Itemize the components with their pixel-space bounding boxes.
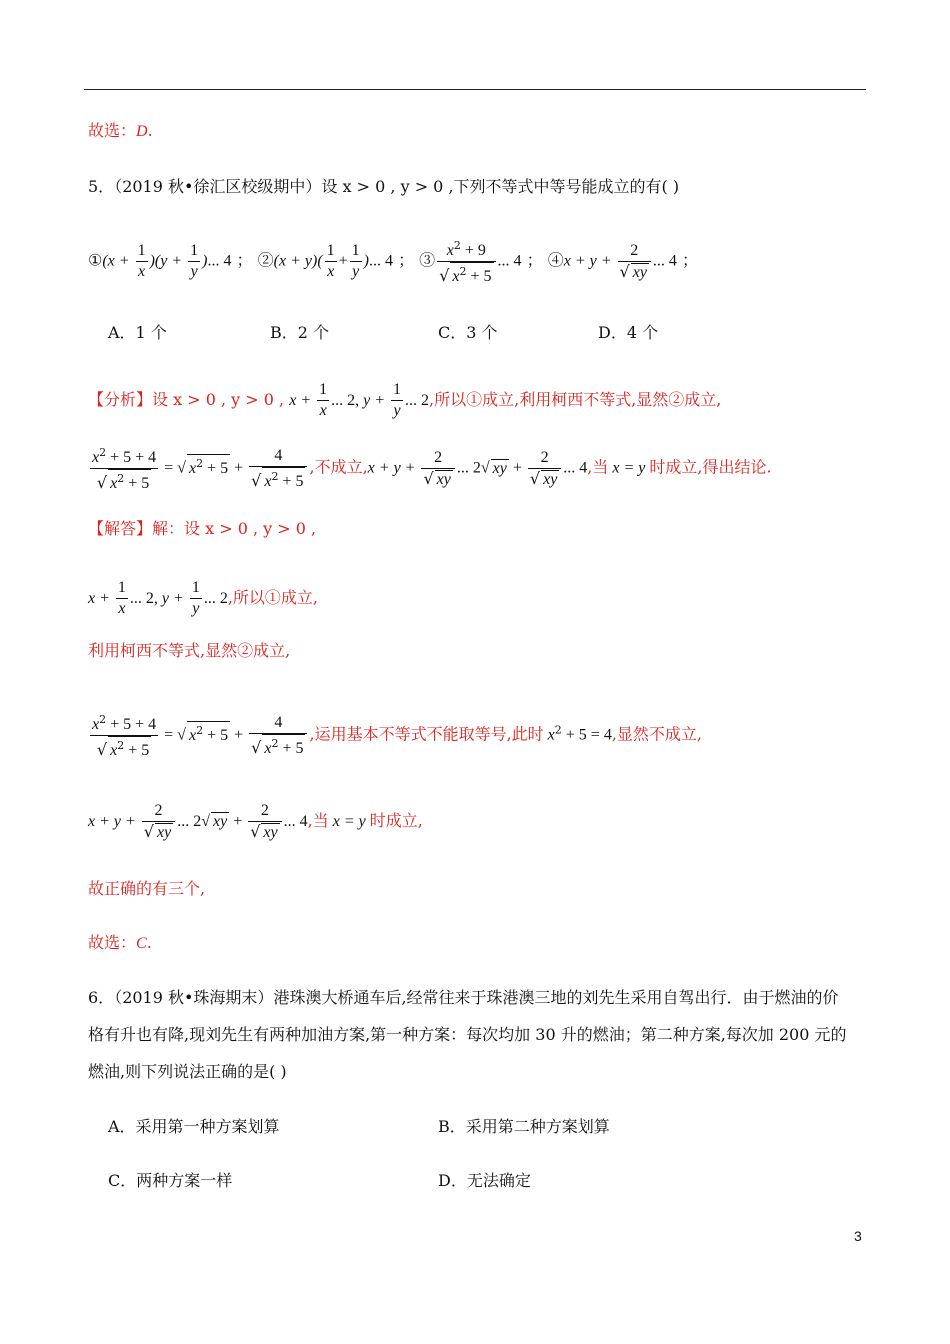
analysis-line1: 【分析】设 x > 0 , y > 0 , x + $\frac{1}{x}$ ... 2, y + $\frac{1}{y}$ ... 2,所以①成立,利用柯西不等式,显然②成立, xyxy=(88,381,722,419)
q6-option-d: D．无法确定 xyxy=(438,1171,531,1190)
q5-option-d: D．4 个 xyxy=(598,323,659,342)
q5-option-c: C．3 个 xyxy=(438,323,498,342)
q6-stem-line1: 6．（2019 秋•珠海期末）港珠澳大桥通车后,经常往来于珠港澳三地的刘先生采用自驾出行．由于燃油的价 xyxy=(88,988,839,1007)
solution-line4: x + y + $\frac{2}{√ xy}$ ... 2√ xy + $\frac{2}{√ xy}$ ... 4,当 x = y 时成立, xyxy=(88,802,423,841)
solution-line5: 故正确的有三个, xyxy=(88,879,206,898)
prev-answer: 故选：D. xyxy=(88,121,153,140)
solution-answer: 故选：C. xyxy=(88,933,152,952)
q5-option-a: A．1 个 xyxy=(108,323,167,342)
q5-stem: 5．（2019 秋•徐汇区校级期中）设 x > 0 , y > 0 ,下列不等式中等号能成立的有( ) xyxy=(88,177,680,196)
q6-option-b: B．采用第二种方案划算 xyxy=(438,1117,610,1136)
q6-option-c: C．两种方案一样 xyxy=(108,1171,233,1190)
q5-items: ①(x + $\frac{1}{x}$ )(y + $\frac{1}{y}$ )... 4 ； ②(x + y)( $\frac{1}{x}$ + $\frac{1}{y}$ )... 4 ； ③ $\frac{x^2 + 9}{√ x^2 + 5}$ ... 4 ； ④x + y + $\frac{2}{√ xy}$ ... 4 ； xyxy=(88,236,698,286)
solution-line3: $\frac{x^2 + 5 + 4}{√ x^2 + 5}$ = √ $x^2 + 5$ + $\frac{4}{√ x^2 + 5}$ ,运用基本不等式不能取等号,此时 $x^2 + 5 = 4$,显然不成立, xyxy=(88,710,702,760)
solution-intro: 【解答】解：设 x > 0 , y > 0 , xyxy=(88,519,317,538)
page-number: 3 xyxy=(854,1228,862,1244)
q6-stem-line2: 格有升也有降,现刘先生有两种加油方案,第一种方案：每次均加 30 升的燃油；第二种方案,每次加 200 元的 xyxy=(88,1025,847,1044)
q6-option-a: A．采用第一种方案划算 xyxy=(108,1117,280,1136)
analysis-line2: $\frac{x^2 + 5 + 4}{√ x^2 + 5}$ = √ $x^2 + 5$ + $\frac{4}{√ x^2 + 5}$ ,不成立,x + y + $\frac{2}{√ xy}$ ... 2√ xy + $\frac{2}{√ xy}$ ... 4,当 x = y 时成立,得出结论. xyxy=(88,443,772,493)
header-rule xyxy=(84,89,866,90)
solution-line1: x + $\frac{1}{x}$ ... 2, y + $\frac{1}{y}$ ... 2,所以①成立, xyxy=(88,579,318,617)
solution-line2: 利用柯西不等式,显然②成立, xyxy=(88,641,291,660)
q5-option-b: B．2 个 xyxy=(270,323,330,342)
q6-stem-line3: 燃油,则下列说法正确的是( ) xyxy=(88,1062,287,1081)
